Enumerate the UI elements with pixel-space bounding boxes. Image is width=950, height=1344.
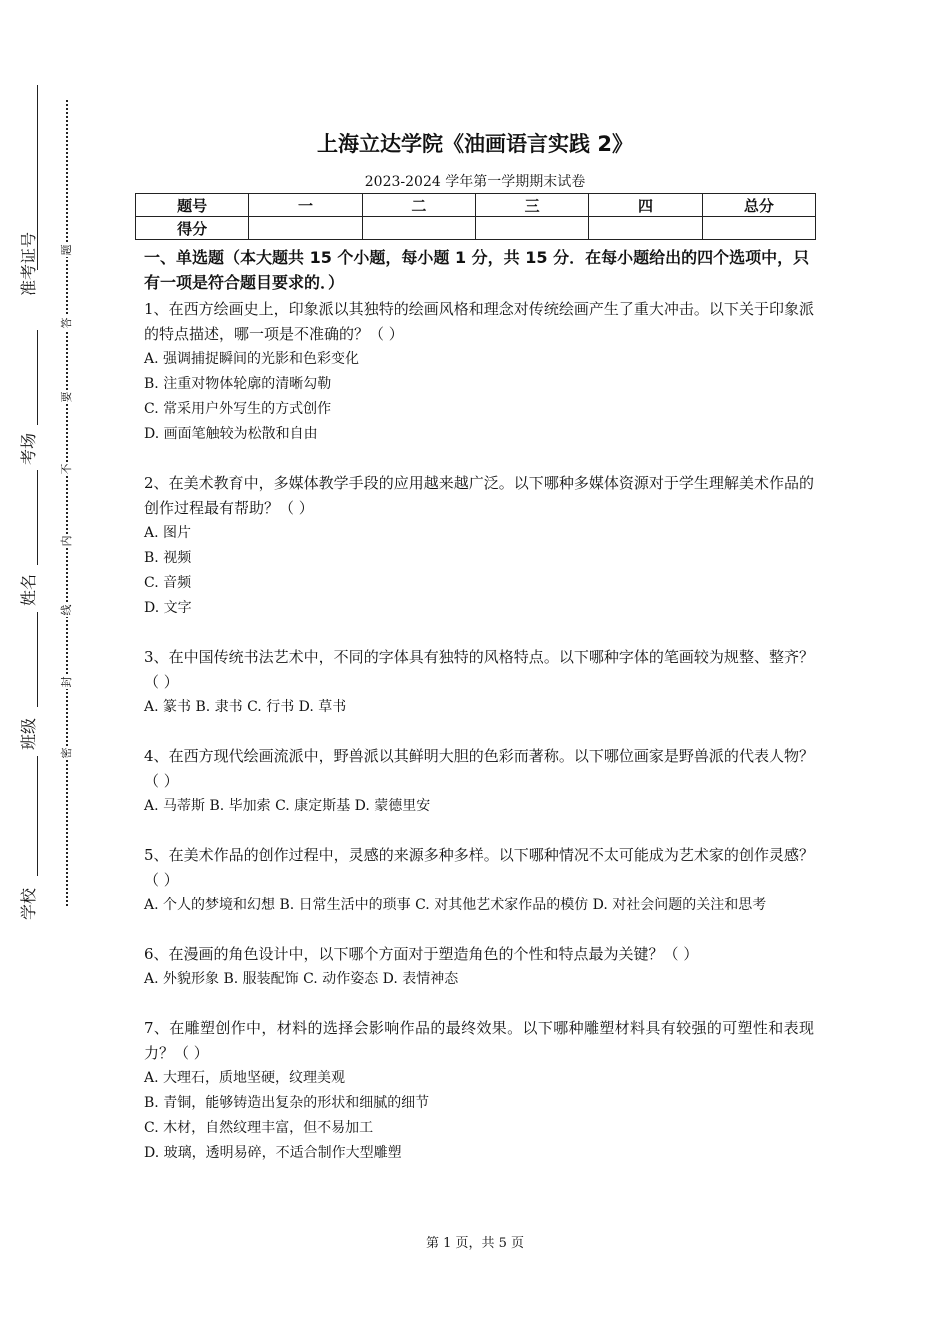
options-line: A. 个人的梦境和幻想 B. 日常生活中的琐事 C. 对其他艺术家作品的模仿 D. 对社会问题的关注和思考	[144, 897, 767, 913]
score-cell	[362, 217, 475, 240]
score-header-cell: 四	[589, 194, 702, 217]
score-table-score-row	[136, 217, 816, 240]
school-label: 学校	[19, 887, 38, 920]
option-b: B. 注重对物体轮廓的清晰勾勒	[144, 376, 332, 392]
question-5	[144, 843, 814, 918]
seal-char: 题	[60, 244, 73, 256]
question-7	[144, 1016, 814, 1166]
margin-line	[37, 612, 38, 707]
seal-char: 要	[60, 391, 73, 403]
class-label: 班级	[19, 717, 38, 750]
option-b: B. 青铜，能够铸造出复杂的形状和细腻的细节	[144, 1095, 430, 1111]
option-a: A. 大理石，质地坚硬，纹理美观	[144, 1070, 346, 1086]
exam-content	[144, 245, 814, 1190]
score-header-cell: 总分	[702, 194, 815, 217]
seal-char: 内	[60, 535, 73, 547]
seal-char: 答	[60, 317, 73, 329]
options-line: A. 马蒂斯 B. 毕加索 C. 康定斯基 D. 蒙德里安	[144, 798, 431, 814]
name-label: 姓名	[19, 573, 38, 606]
seal-char: 线	[60, 604, 73, 616]
option-a: A. 图片	[144, 525, 192, 541]
margin-line	[37, 756, 38, 876]
score-cell	[249, 217, 362, 240]
question-4	[144, 744, 814, 819]
score-cell	[475, 217, 588, 240]
options-line: A. 篆书 B. 隶书 C. 行书 D. 草书	[144, 699, 347, 715]
question-6	[144, 942, 814, 992]
score-table	[135, 193, 816, 240]
exam-subtitle: 2023-2024 学年第一学期期末试卷	[364, 174, 586, 190]
option-c: C. 音频	[144, 575, 192, 591]
seal-char: 密	[60, 747, 73, 759]
question-3	[144, 645, 814, 720]
question-stem: 4、在西方现代绘画流派中，野兽派以其鲜明大胆的色彩而著称。以下哪位画家是野兽派的代表人物？（ ）	[144, 747, 814, 790]
score-header-cell: 一	[249, 194, 362, 217]
seal-char: 封	[60, 676, 73, 688]
binding-margin	[0, 0, 60, 1344]
exam-id-label: 准考证号	[19, 231, 38, 296]
question-stem: 7、在雕塑创作中，材料的选择会影响作品的最终效果。以下哪种雕塑材料具有较强的可塑性和表现力？（ ）	[144, 1019, 814, 1062]
score-header-cell: 三	[475, 194, 588, 217]
exam-room-label: 考场	[19, 432, 38, 465]
option-d: D. 画面笔触较为松散和自由	[144, 426, 318, 442]
question-1	[144, 297, 814, 447]
question-2	[144, 471, 814, 621]
score-header-cell: 题号	[136, 194, 249, 217]
score-cell	[589, 217, 702, 240]
score-header-cell: 二	[362, 194, 475, 217]
option-c: C. 木材，自然纹理丰富，但不易加工	[144, 1120, 374, 1136]
exam-title: 上海立达学院《油画语言实践 2》	[317, 132, 633, 156]
options-line: A. 外貌形象 B. 服装配饰 C. 动作姿态 D. 表情神态	[144, 971, 459, 987]
score-cell	[702, 217, 815, 240]
margin-line	[37, 470, 38, 565]
question-stem: 2、在美术教育中，多媒体教学手段的应用越来越广泛。以下哪种多媒体资源对于学生理解美术作品的创作过程最有帮助？（ ）	[144, 474, 814, 517]
question-stem: 5、在美术作品的创作过程中，灵感的来源多种多样。以下哪种情况不太可能成为艺术家的创作灵感？（ ）	[144, 846, 814, 889]
option-d: D. 文字	[144, 600, 192, 616]
page-footer: 第 1 页，共 5 页	[425, 1236, 525, 1251]
question-stem: 3、在中国传统书法艺术中，不同的字体具有独特的风格特点。以下哪种字体的笔画较为规整、整齐？（ ）	[144, 648, 814, 691]
option-a: A. 强调捕捉瞬间的光影和色彩变化	[144, 351, 360, 367]
score-table-header-row	[136, 194, 816, 217]
question-stem: 1、在西方绘画史上，印象派以其独特的绘画风格和理念对传统绘画产生了重大冲击。以下关于印象派的特点描述，哪一项是不准确的？（ ）	[144, 300, 814, 343]
question-stem: 6、在漫画的角色设计中，以下哪个方面对于塑造角色的个性和特点最为关键？（ ）	[144, 945, 699, 963]
seal-char: 不	[60, 463, 73, 475]
option-d: D. 玻璃，透明易碎，不适合制作大型雕塑	[144, 1145, 402, 1161]
score-row-label: 得分	[136, 217, 249, 240]
section-heading: 一、单选题（本大题共 15 个小题，每小题 1 分，共 15 分．在每小题给出的四个选项中，只有一项是符合题目要求的．）	[144, 248, 810, 292]
option-c: C. 常采用户外写生的方式创作	[144, 401, 332, 417]
margin-line	[37, 330, 38, 425]
seal-line	[66, 100, 68, 906]
option-b: B. 视频	[144, 550, 192, 566]
